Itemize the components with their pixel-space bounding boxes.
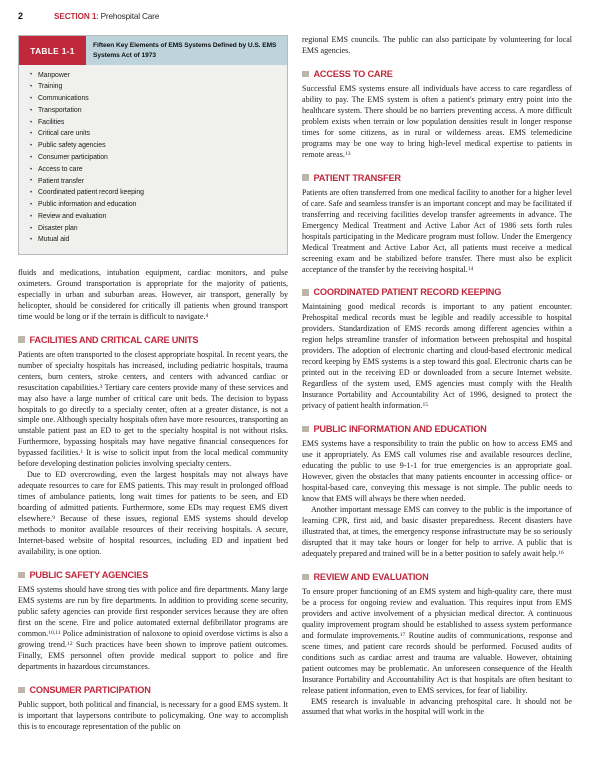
table-item-list bbox=[19, 65, 287, 254]
list-item: • Mutual aid bbox=[29, 235, 279, 247]
list-item: • Critical care units bbox=[29, 129, 279, 141]
column-container bbox=[18, 35, 584, 733]
section-marker-icon bbox=[302, 426, 309, 433]
paragraph: Due to ED overcrowding, even the largest hospitals may not always have adequate resources to care for EMS patients. This may result in prolonged offload times of ambulance patients, long wait times for patients to be seen, and ED boarding of admitted patients. Furthermore, some EDs may request EMS divert elsewhere.$^9$ Because of these issues, regional EMS systems should develop methods to monitor available resources of their receiving hospitals. A secure, Internet-based website of hospital resources, including ED and inpatient bed availability, is one option. bbox=[18, 470, 288, 557]
table-header bbox=[19, 36, 287, 65]
list-item: • Consumer participation bbox=[29, 153, 279, 165]
page-number: 2 bbox=[18, 11, 24, 21]
paragraph: Another important message EMS can convey to the public is the importance of learning CPR, first aid, and basic disaster preparedness. Recent disasters have illustrated that, at times, the emergency response infrastructure may be so seriously disrupted that it may take hours or longer for help to arrive. A public that is adequately prepared and trained will be in a better position to safely await help.$^{16}$ bbox=[302, 504, 572, 558]
section-heading-patient-transfer: PATIENT TRANSFER bbox=[302, 173, 572, 183]
section-heading-review-evaluation: REVIEW AND EVALUATION bbox=[302, 572, 572, 582]
list-item: • Access to care bbox=[29, 164, 279, 176]
paragraph: Patients are often transported to the closest appropriate hospital. In recent years, the number of specialty hospitals has increased, including pediatric hospitals, trauma centers, burn centers, stroke centers, and centers with advanced cardiac or resuscitation capabilities.$^3$ Tertiary care centers provide many of these services and may also have a large number of critical care unit beds. The decision to bypass hospitals to go directly to a specialty center, often at a greater distance, is not a simple one. Although specialty hospitals often have more resources, transporting an unstable patient past an ED to get to the specialty hospital is not without risks. Furthermore, bypassing hospitals may have negative financial consequences for bypassed facilities.$^1$ It is wise to solicit input from the local medical community before developing destination policies involving specialty centers. bbox=[18, 349, 288, 469]
list-item: • Public information and education bbox=[29, 200, 279, 212]
reference-marker: 12 bbox=[66, 641, 73, 648]
list-item: • Training bbox=[29, 82, 279, 94]
section-heading-public-safety: PUBLIC SAFETY AGENCIES bbox=[18, 570, 288, 580]
section-marker-icon bbox=[302, 71, 309, 78]
paragraph: EMS research is invaluable in advancing prehospital care. It should not be assumed that what works in the hospital will work in the bbox=[302, 696, 572, 717]
list-item: • Disaster plan bbox=[29, 223, 279, 235]
section-marker-icon bbox=[18, 336, 25, 343]
continued-paragraph: fluids and medications, intubation equipment, cardiac monitors, and pulse oximeters. Ground transportation is appropriate for the majority of patients, especially in urban and suburban areas. However, air transport, generally by helicopter, should be considered for critically ill patients when ground transport time would be long or if the terrain is difficult to navigate.$^4$ bbox=[18, 267, 288, 321]
reference-marker: 3 bbox=[99, 383, 103, 390]
section-heading-consumer-participation: CONSUMER PARTICIPATION bbox=[18, 685, 288, 695]
reference-marker: 17 bbox=[399, 631, 406, 638]
running-head-title bbox=[54, 12, 159, 21]
list-item: • Patient transfer bbox=[29, 176, 279, 188]
paragraph: Patients are often transferred from one medical facility to another for a higher level of care. Safe and seamless transfer is an important concept and may be facilitated if transferring and receiving facilities develop transfer agreements in advance. The Emergency Medical Treatment and Active Labor Act of 1986 sets forth rules hospitals participating in the Medicare program must follow. Under the Emergency Medical Treatment and Active Labor Act, all patients must receive a medical screening exam and be stabilized before transfer. There must also be explicit acceptance of the transfer by the receiving hospital.$^{14}$ bbox=[302, 187, 572, 274]
paragraph: Maintaining good medical records is important to any patient encounter. Prehospital medical records must be legible and readily accessible to hospital providers. Standardization of EMS records among different agencies within a region helps streamline transfer of information between prehospital and hospital providers. The adoption of electronic charting and cloud-based electronic medical record keeping by EMS systems is a step toward this goal. Electronic charts can be printed out in the receiving ED or downloaded from a secure Internet website. Regardless of the system used, EMS agencies must comply with the Health Insurance Portability and Accountability Act of 1996, designed to protect the privacy of patient health information.$^{15}$ bbox=[302, 302, 572, 411]
list-item: • Review and evaluation bbox=[29, 211, 279, 223]
section-marker-icon bbox=[18, 572, 25, 579]
continued-paragraph: regional EMS councils. The public can also participate by volunteering for local EMS agencies. bbox=[302, 35, 572, 55]
reference-marker: 10,11 bbox=[48, 630, 61, 637]
reference-marker: 9 bbox=[52, 515, 55, 522]
reference-marker: 16 bbox=[558, 550, 564, 557]
running-head-section-label: SECTION 1 bbox=[54, 12, 97, 21]
paragraph: EMS systems should have strong ties with police and fire departments. Many large EMS systems are run by fire departments. In addition to providing scene security, public safety agencies can provide first responder services because they are often first on the scene. Fire and police automated external defibrillator programs are common.$^{10,11}$ Police administration of naloxone to opioid overdose victims is also a growing trend.$^{12}$ Such practices have been shown to improve patient outcomes. Finally, EMS personnel often provide medical support to police and fire departments in hazardous circumstances. bbox=[18, 585, 288, 671]
reference-marker: 4 bbox=[205, 312, 209, 319]
section-marker-icon bbox=[302, 289, 309, 296]
paragraph: Successful EMS systems ensure all individuals have access to care regardless of ability to pay. The EMS system is often a patient's primary entry point into the healthcare system. There should be no barriers preventing access. A more difficult problem exists when terrain or low population densities result in longer response times for some citizens, as in rural or wilderness areas. EMS telemedicine programs may be one way to bring high-level medical expertise to patients in remote areas.$^{13}$ bbox=[302, 83, 572, 159]
list-item: • Coordinated patient record keeping bbox=[29, 188, 279, 200]
section-heading-access-to-care: ACCESS TO CARE bbox=[302, 69, 572, 79]
table-1-1 bbox=[18, 35, 288, 255]
running-head bbox=[18, 11, 584, 27]
reference-marker: 13 bbox=[344, 150, 351, 157]
list-item: • Facilities bbox=[29, 117, 279, 129]
paragraph: EMS systems have a responsibility to train the public on how to access EMS and use it appropriately. As EMS call volumes rise and available resources decline, educating the public to use 9-1-1 for true emergencies is an appropriate goal. However, given the obstacles that many patients encounter in accessing office- or hospital-based care, conveying this message is not simple. The public needs to know that EMS will always be there when needed. bbox=[302, 439, 572, 503]
section-marker-icon bbox=[302, 174, 309, 181]
table-number-tag: TABLE 1-1 bbox=[19, 36, 86, 65]
section-heading-record-keeping: COORDINATED PATIENT RECORD KEEPING bbox=[302, 287, 572, 297]
list-item: • Transportation bbox=[29, 105, 279, 117]
section-marker-icon bbox=[302, 574, 309, 581]
section-heading-facilities: FACILITIES AND CRITICAL CARE UNITS bbox=[18, 335, 288, 345]
right-column bbox=[302, 35, 572, 718]
reference-marker: 14 bbox=[467, 265, 474, 272]
reference-marker: 15 bbox=[422, 402, 429, 409]
section-marker-icon bbox=[18, 687, 25, 694]
table-caption: Fifteen Key Elements of EMS Systems Defined by U.S. EMS Systems Act of 1973 bbox=[93, 42, 277, 59]
list-item: • Public safety agencies bbox=[29, 141, 279, 153]
list-item: • Communications bbox=[29, 94, 279, 106]
paragraph: Public support, both political and financial, is necessary for a good EMS system. It is important that laypersons contribute to policymaking. One way to accomplish this is to encourage representation of the public on bbox=[18, 699, 288, 731]
running-head-section-title: : Prehospital Care bbox=[96, 12, 160, 21]
left-column bbox=[18, 35, 288, 733]
list-item: • Manpower bbox=[29, 70, 279, 82]
reference-marker: 1 bbox=[80, 449, 84, 456]
paragraph: To ensure proper functioning of an EMS system and high-quality care, there must be a process for ongoing review and evaluation. This requires input from EMS providers and active involvement of a physician medical director. A continuous quality improvement program should be established to assess system performance and formulate improvements.$^{17}$ Routine audits of communications, response and scene times, and patient care records should be performed. Focused audits of conditions such as cardiac arrest and trauma are valuable. However, obtaining patient outcomes may be problematic. An unforeseen consequence of the Health Insurance Portability and Accountability Act is that hospitals are often hesitant to release patient information, even to EMS services, for fear of liability. bbox=[302, 586, 572, 695]
section-heading-public-information: PUBLIC INFORMATION AND EDUCATION bbox=[302, 424, 572, 434]
